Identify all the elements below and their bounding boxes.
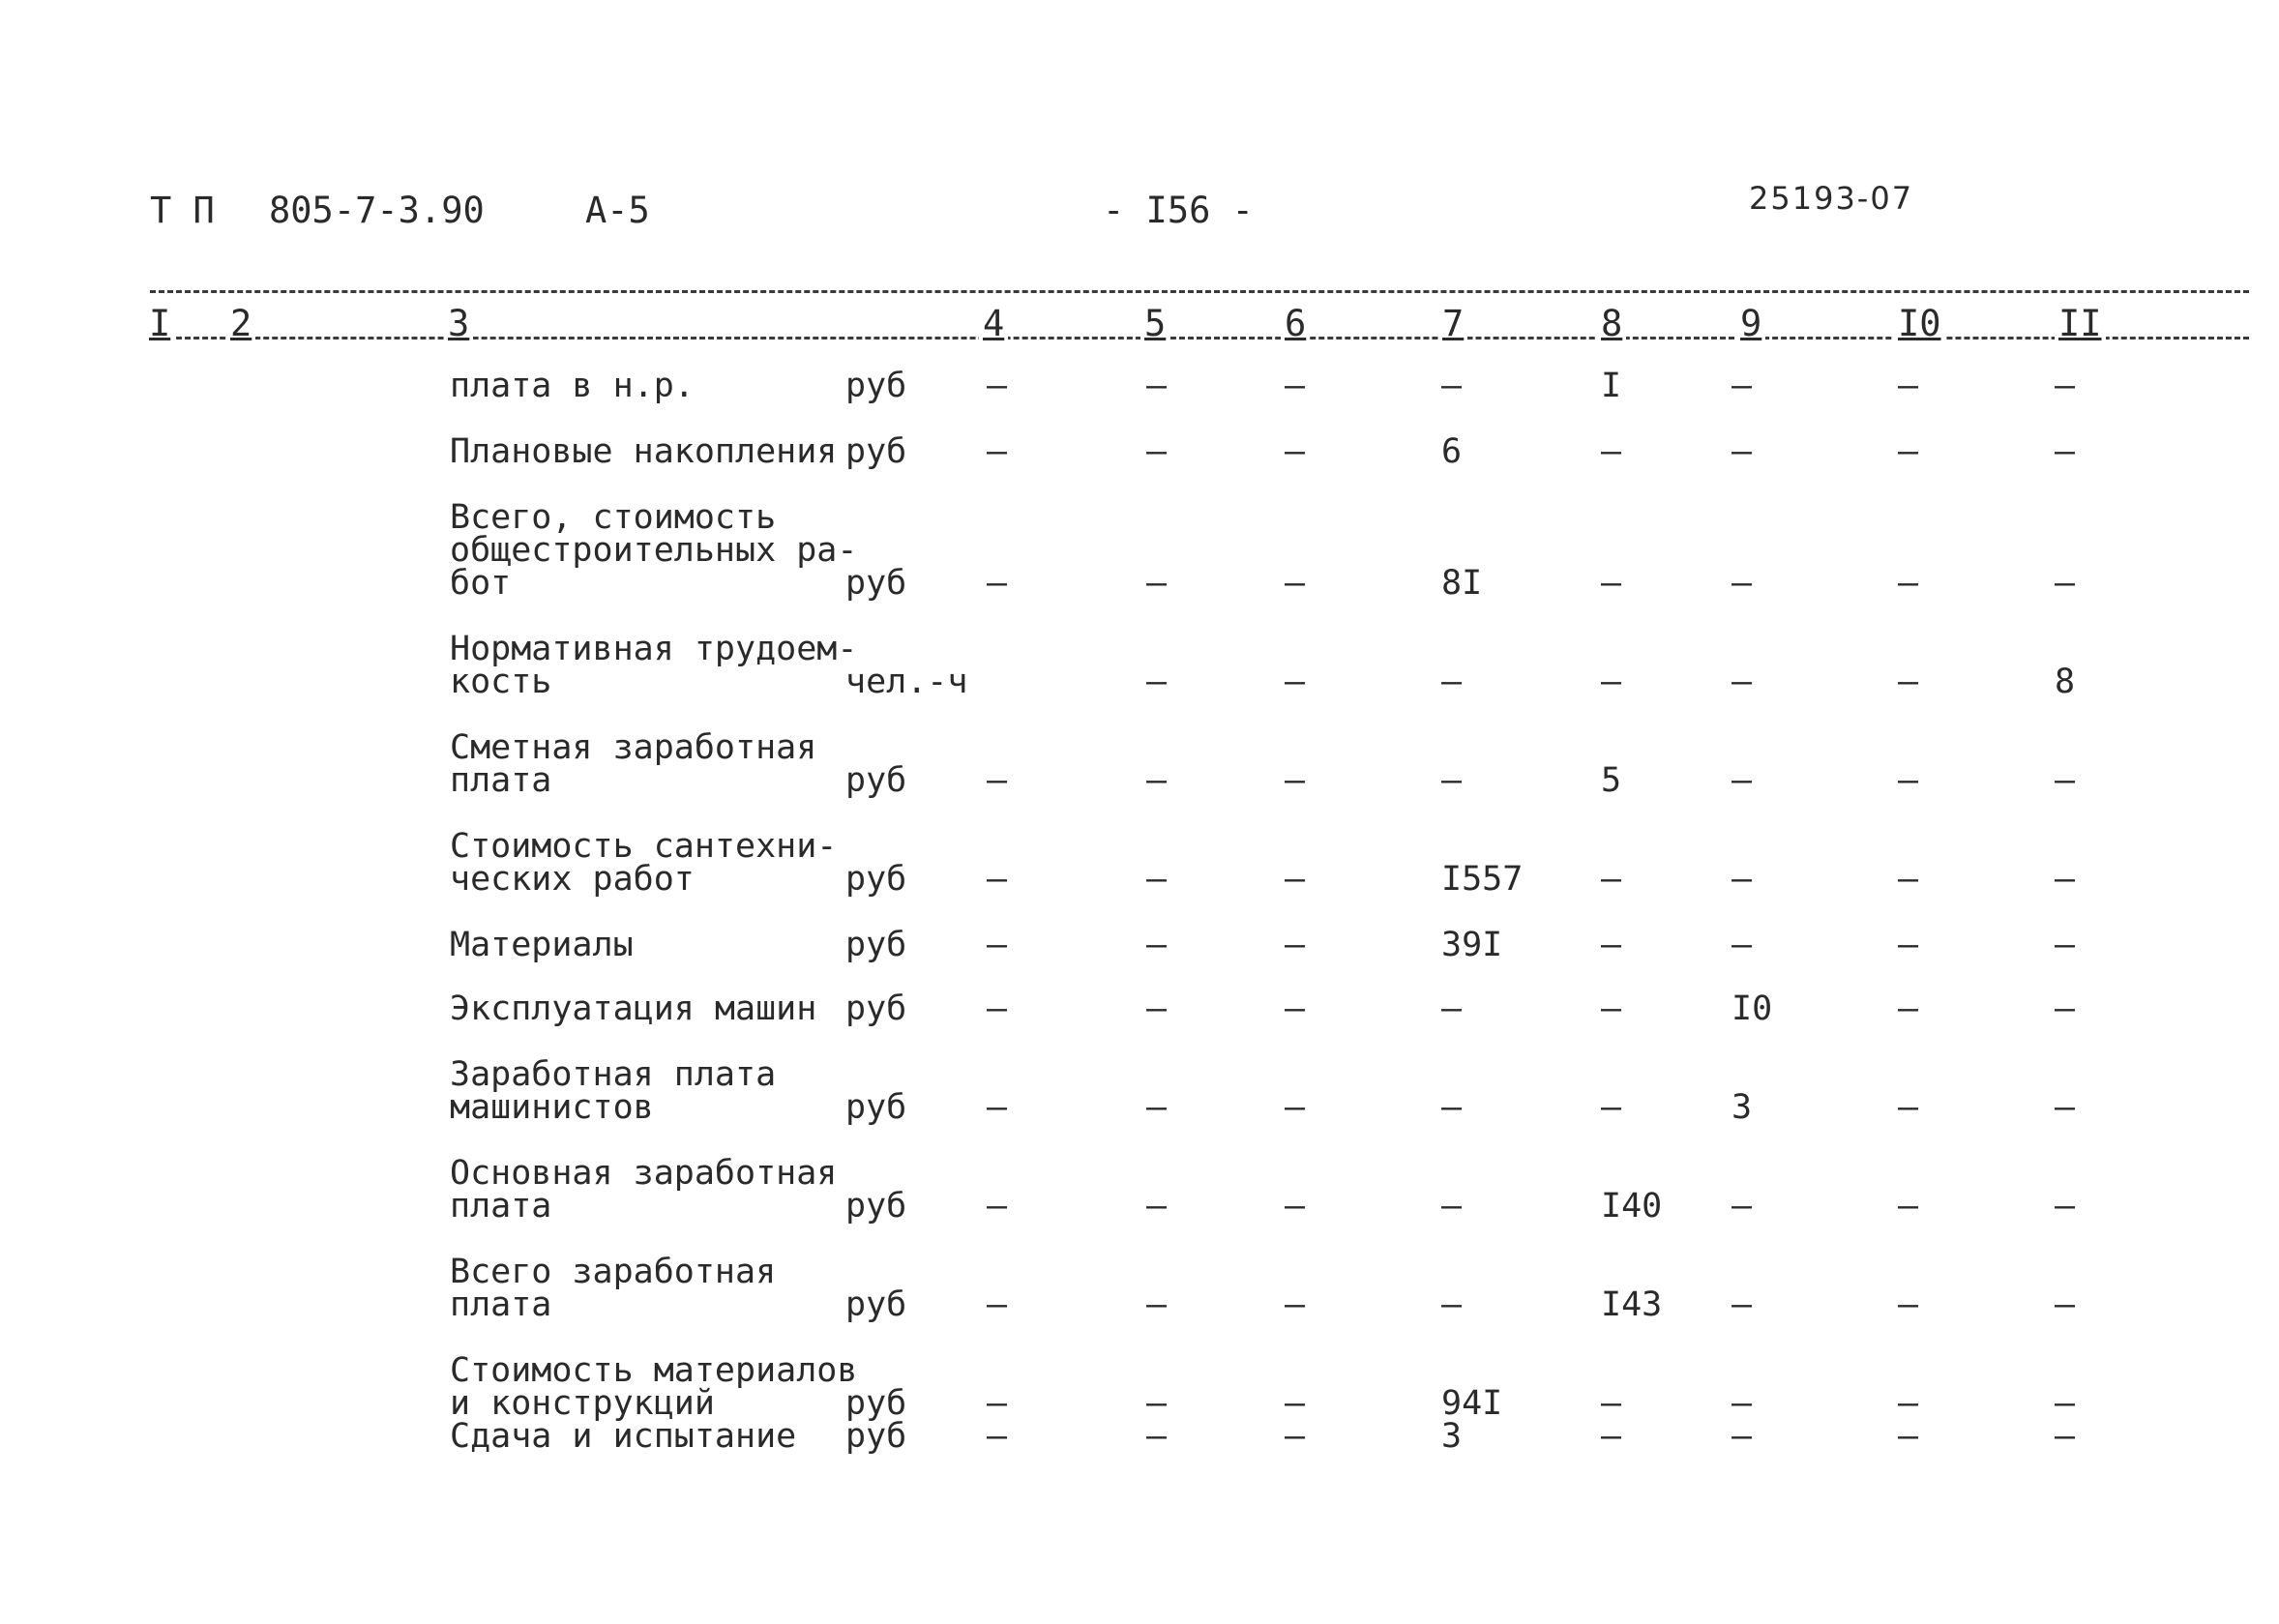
value-cell-col-7: I557 [1441, 860, 1524, 899]
value-cell-col-11: – [2055, 1285, 2076, 1324]
value-cell-col-8: – [1601, 860, 1622, 899]
value-cell-col-8: – [1601, 564, 1622, 603]
column-number: 4 [979, 303, 1008, 344]
column-number: 5 [1140, 303, 1169, 344]
handwritten-doc-number: 25193-07 [1749, 180, 1914, 217]
value-cell-col-5: – [1146, 1417, 1168, 1456]
value-cell-col-6: – [1285, 860, 1306, 899]
value-cell-col-6: – [1285, 761, 1306, 800]
row-unit: руб [845, 1187, 907, 1225]
value-cell-col-6: – [1285, 926, 1306, 964]
row-description: Заработная плата машинистов [450, 1055, 777, 1127]
row-description: плата в н.р. [450, 367, 695, 405]
value-cell-col-9: – [1731, 564, 1753, 603]
row-description: Основная заработная плата [450, 1154, 838, 1225]
value-cell-col-8: 5 [1601, 761, 1622, 800]
value-cell-col-7: 6 [1441, 432, 1463, 471]
value-cell-col-11: – [2055, 432, 2076, 471]
value-cell-col-9: – [1731, 1384, 1753, 1423]
value-cell-col-11: – [2055, 1417, 2076, 1456]
value-cell-col-5: – [1146, 1088, 1168, 1127]
row-unit: руб [845, 926, 907, 964]
value-cell-col-11: – [2055, 1187, 2076, 1225]
value-cell-col-6: – [1285, 1285, 1306, 1324]
value-cell-col-10: – [1898, 367, 1919, 405]
value-cell-col-4: – [987, 926, 1008, 964]
value-cell-col-8: I43 [1601, 1285, 1663, 1324]
value-cell-col-6: – [1285, 1187, 1306, 1225]
value-cell-col-9: – [1731, 663, 1753, 701]
value-cell-col-6: – [1285, 432, 1306, 471]
value-cell-col-10: – [1898, 1088, 1919, 1127]
column-number: I0 [1894, 303, 1945, 344]
value-cell-col-9: – [1731, 432, 1753, 471]
row-unit: руб [845, 860, 907, 899]
value-cell-col-9: – [1731, 367, 1753, 405]
value-cell-col-5: – [1146, 860, 1168, 899]
row-unit: руб [845, 1384, 907, 1423]
row-description: Сдача и испытание [450, 1417, 797, 1456]
value-cell-col-5: – [1146, 663, 1168, 701]
value-cell-col-11: 8 [2055, 663, 2076, 701]
value-cell-col-10: – [1898, 860, 1919, 899]
value-cell-col-8: – [1601, 989, 1622, 1028]
value-cell-col-5: – [1146, 1285, 1168, 1324]
value-cell-col-7: 8I [1441, 564, 1483, 603]
value-cell-col-9: – [1731, 761, 1753, 800]
series-code: Т П [150, 190, 215, 231]
value-cell-col-9: I0 [1731, 989, 1773, 1028]
value-cell-col-9: 3 [1731, 1088, 1753, 1127]
value-cell-col-8: – [1601, 926, 1622, 964]
row-unit: руб [845, 761, 907, 800]
column-number: 8 [1597, 303, 1626, 344]
value-cell-col-11: – [2055, 1088, 2076, 1127]
value-cell-col-11: – [2055, 761, 2076, 800]
value-cell-col-10: – [1898, 761, 1919, 800]
value-cell-col-6: – [1285, 1088, 1306, 1127]
value-cell-col-4: – [987, 1417, 1008, 1456]
value-cell-col-5: – [1146, 989, 1168, 1028]
project-number: 805-7-3.90 [269, 190, 485, 231]
value-cell-col-11: – [2055, 564, 2076, 603]
value-cell-col-10: – [1898, 989, 1919, 1028]
value-cell-col-8: I40 [1601, 1187, 1663, 1225]
value-cell-col-10: – [1898, 1417, 1919, 1456]
value-cell-col-6: – [1285, 367, 1306, 405]
value-cell-col-5: – [1146, 1384, 1168, 1423]
value-cell-col-11: – [2055, 367, 2076, 405]
value-cell-col-10: – [1898, 663, 1919, 701]
value-cell-col-4: – [987, 761, 1008, 800]
value-cell-col-6: – [1285, 1384, 1306, 1423]
value-cell-col-9: – [1731, 1285, 1753, 1324]
value-cell-col-7: 3 [1441, 1417, 1463, 1456]
value-cell-col-7: – [1441, 1187, 1463, 1225]
value-cell-col-5: – [1146, 564, 1168, 603]
column-number: I [145, 303, 174, 344]
row-description: Эксплуатация машин [450, 989, 817, 1028]
value-cell-col-5: – [1146, 926, 1168, 964]
row-unit: руб [845, 432, 907, 471]
row-description: Нормативная трудоем- кость [450, 630, 858, 701]
value-cell-col-7: – [1441, 761, 1463, 800]
value-cell-col-7: – [1441, 1285, 1463, 1324]
value-cell-col-6: – [1285, 1417, 1306, 1456]
value-cell-col-4: – [987, 989, 1008, 1028]
value-cell-col-9: – [1731, 1187, 1753, 1225]
column-number: 3 [444, 303, 473, 344]
row-description: Стоимость материалов и конструкций [450, 1351, 858, 1423]
value-cell-col-8: I [1601, 367, 1622, 405]
value-cell-col-6: – [1285, 564, 1306, 603]
row-unit: руб [845, 1417, 907, 1456]
value-cell-col-4: – [987, 367, 1008, 405]
row-unit: руб [845, 1285, 907, 1324]
value-cell-col-11: – [2055, 860, 2076, 899]
value-cell-col-7: – [1441, 663, 1463, 701]
value-cell-col-7: – [1441, 1088, 1463, 1127]
row-unit: руб [845, 564, 907, 603]
value-cell-col-7: 39I [1441, 926, 1503, 964]
value-cell-col-4: – [987, 1384, 1008, 1423]
value-cell-col-4: – [987, 564, 1008, 603]
value-cell-col-11: – [2055, 989, 2076, 1028]
value-cell-col-6: – [1285, 989, 1306, 1028]
value-cell-col-4: – [987, 1187, 1008, 1225]
value-cell-col-7: – [1441, 989, 1463, 1028]
value-cell-col-7: 94I [1441, 1384, 1503, 1423]
row-description: Стоимость сантехни- ческих работ [450, 827, 838, 899]
value-cell-col-4: – [987, 1088, 1008, 1127]
column-number: 9 [1736, 303, 1765, 344]
value-cell-col-5: – [1146, 1187, 1168, 1225]
row-description: Материалы [450, 926, 634, 964]
value-cell-col-5: – [1146, 367, 1168, 405]
value-cell-col-5: – [1146, 432, 1168, 471]
row-unit: руб [845, 989, 907, 1028]
value-cell-col-8: – [1601, 663, 1622, 701]
value-cell-col-6: – [1285, 663, 1306, 701]
value-cell-col-5: – [1146, 761, 1168, 800]
value-cell-col-11: – [2055, 1384, 2076, 1423]
value-cell-col-10: – [1898, 926, 1919, 964]
value-cell-col-10: – [1898, 432, 1919, 471]
column-number: 6 [1281, 303, 1310, 344]
row-unit: чел.-ч [845, 663, 968, 701]
page-number: - I56 - [1103, 190, 1254, 231]
value-cell-col-8: – [1601, 1384, 1622, 1423]
value-cell-col-10: – [1898, 564, 1919, 603]
value-cell-col-10: – [1898, 1384, 1919, 1423]
column-number: 7 [1438, 303, 1467, 344]
value-cell-col-4: – [987, 860, 1008, 899]
row-description: Всего, стоимость общестроительных ра- бот [450, 498, 858, 603]
value-cell-col-10: – [1898, 1285, 1919, 1324]
column-number: II [2055, 303, 2106, 344]
row-description: Всего заработная плата [450, 1253, 777, 1324]
value-cell-col-9: – [1731, 1417, 1753, 1456]
album-number: А-5 [585, 190, 650, 231]
value-cell-col-4: – [987, 432, 1008, 471]
header-divider [150, 290, 2249, 293]
value-cell-col-11: – [2055, 926, 2076, 964]
column-number: 2 [226, 303, 255, 344]
row-unit: руб [845, 1088, 907, 1127]
row-description: Плановые накопления [450, 432, 838, 471]
value-cell-col-10: – [1898, 1187, 1919, 1225]
value-cell-col-8: – [1601, 432, 1622, 471]
row-description: Сметная заработная плата [450, 728, 817, 800]
value-cell-col-8: – [1601, 1417, 1622, 1456]
value-cell-col-9: – [1731, 860, 1753, 899]
value-cell-col-9: – [1731, 926, 1753, 964]
value-cell-col-4: – [987, 1285, 1008, 1324]
value-cell-col-8: – [1601, 1088, 1622, 1127]
row-unit: руб [845, 367, 907, 405]
value-cell-col-7: – [1441, 367, 1463, 405]
